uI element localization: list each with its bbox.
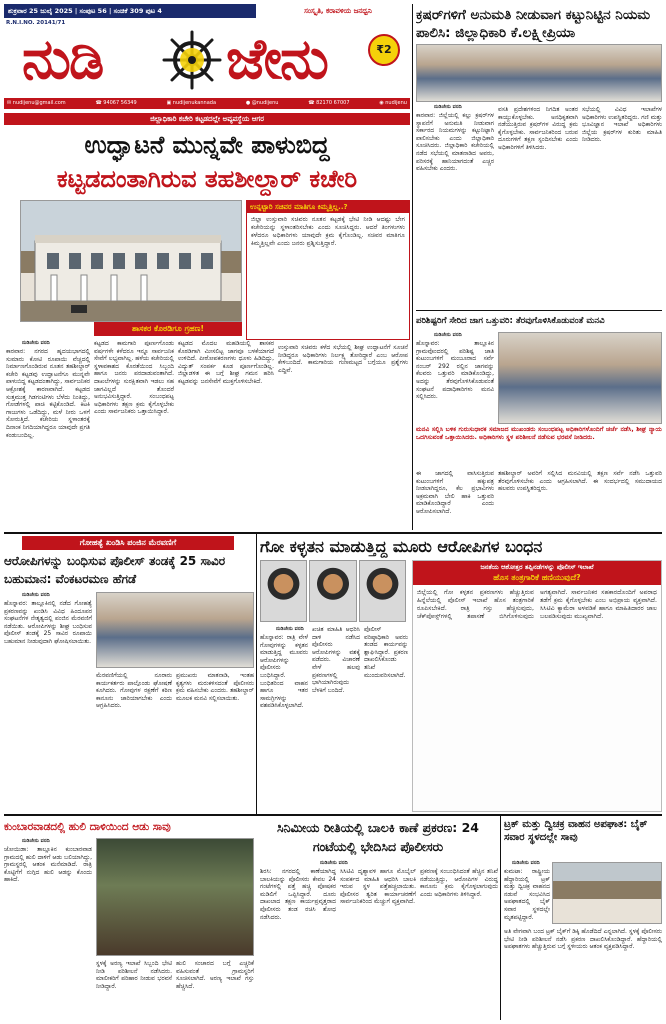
arrest-col3: ಪೊಲೀಸ್ ವರಿಷ್ಠಾಧಿಕಾರಿ ಅವರು ತಂಡದ ಕಾರ್ಯವನ್ನು ಶ್ಲಾಘಿಸಿದ್ದಾರೆ. ಪ್ರಕರಣ ದಾಖಲಿಸಿಕೊಂಡು ತನಿಖೆ ಮುಂದುವರಿಸಲಾಗಿದೆ. xyxy=(364,626,408,679)
phone-icon: ☎ xyxy=(95,100,104,106)
web-link[interactable] xyxy=(379,98,407,109)
newspaper-logo xyxy=(22,24,372,96)
accident-col1: ಕುಮಟಾ: ರಾಷ್ಟ್ರೀಯ ಹೆದ್ದಾರಿಯಲ್ಲಿ ಟ್ರಕ್ ಮತ್ತು ದ್ವಿಚಕ್ರ ವಾಹನದ ನಡುವೆ ಸಂಭವಿಸಿದ ಅಪಘಾತದಲ್ಲಿ ಬೈಕ್ ಸವಾರ ಸ್ಥಳದಲ್ಲೇ ಮೃತಪಟ್ಟಿದ್ದಾರೆ. xyxy=(504,868,550,921)
reward-headline: ಆರೋಪಿಗಳನ್ನು ಬಂಧಿಸುವ ಪೊಲೀಸ್ ತಂಡಕ್ಕೆ 25 ಸಾವಿರ ಬಹುಮಾನ: ವೆಂಕಟರಮಣ ಹೆಗಡೆ xyxy=(4,554,226,586)
right-mid-photo xyxy=(498,332,662,424)
lead-byline: ನುಡಿಜೇನು ವರದಿ xyxy=(22,340,50,346)
reward-col1: ಹೊನ್ನಾವರ: ತಾಲ್ಲೂಕಿನಲ್ಲಿ ನಡೆದ ಗೋಹತ್ಯೆ ಪ್ರಕರಣವನ್ನು ಖಂಡಿಸಿ ವಿವಿಧ ಹಿಂದೂಪರ ಸಂಘಟನೆಗಳ ನೇತೃತ್ವದಲ್ಲಿ ಪಂಜಿನ ಮೆರವಣಿಗೆ ನಡೆಯಿತು. ಆರೋಪಿಗಳನ್ನು ಶೀಘ್ರ ಬಂಧಿಸುವ ಪೊಲೀಸ್ ತಂಡಕ್ಕೆ 25 ಸಾವಿರ ರೂಪಾಯಿ ಬಹುಮಾನ ನೀಡುವುದಾಗಿ ಘೋಷಿಸಲಾಯಿತು. xyxy=(4,600,92,645)
goat-photo xyxy=(96,838,254,956)
reward-kicker: ಗೋಹತ್ಯೆ ಖಂಡಿಸಿ ಪಂಜಿನ ಮೆರವಣಿಗೆ xyxy=(22,536,234,550)
web-text: nudijenu xyxy=(385,100,407,106)
phone-icon-2: ☎ xyxy=(308,100,317,106)
right-mid-divider xyxy=(416,310,662,311)
social-link[interactable] xyxy=(166,98,216,109)
handle-link[interactable] xyxy=(246,98,279,109)
ship-wheel-icon xyxy=(162,30,222,90)
right-top-col2: ವಸತಿ ಪ್ರದೇಶಗಳಿಂದ ನಿಗದಿತ ಅಂತರ ಕಾಯ್ದುಕೊಳ್ಳಬೇಕು. ಅನಧಿಕೃತವಾಗಿ ನಡೆಯುತ್ತಿರುವ ಕ್ರಷರ್‌ಗಳ ವಿರುದ್ಧ ಕ್ರಮ ಕೈಗೊಳ್ಳಬೇಕು. ಸಾರ್ವಜನಿಕರಿಂದ ಬರುವ ದೂರುಗಳಿಗೆ ತಕ್ಷಣ ಸ್ಪಂದಿಸಬೇಕು ಎಂದು ಅಧಿಕಾರಿಗಳಿಗೆ ತಿಳಿಸಿದರು. xyxy=(498,106,578,151)
right-mid-headline: ಪರಿಶಿಷ್ಟರಿಗೆ ಸೇರಿದ ಜಾಗ ಒತ್ತುವರಿ: ತೆರವುಗೊಳಿಸಿಕೊಡುವಂತೆ ಮನವಿ xyxy=(416,316,605,326)
theft-byline: ನುಡಿಜೇನು ವರದಿ xyxy=(320,860,348,866)
lead-headline xyxy=(4,128,410,198)
tagline xyxy=(266,4,410,18)
building-illustration xyxy=(21,201,242,322)
page-divider-horizontal-2 xyxy=(256,814,662,816)
reward-col2: ಮೆರವಣಿಗೆಯಲ್ಲಿ ನೂರಾರು ಕಾರ್ಯಕರ್ತರು ಪಾಲ್ಗೊಂಡು ಘೋಷಣೆ ಕೂಗಿದರು. ಗೋವುಗಳ ರಕ್ಷಣೆಗೆ ಕಠಿಣ ಕಾನೂನು ಜಾರಿಯಾಗಬೇಕು ಎಂದು ಆಗ್ರಹಿಸಿದರು. xyxy=(96,672,172,710)
right-mid-byline: ನುಡಿಜೇನು ವರದಿ xyxy=(434,332,462,338)
page-divider-horizontal-3 xyxy=(4,814,256,816)
arrest-headline: ಗೋ ಕಳ್ಳತನ ಮಾಡುತ್ತಿದ್ದ ಮೂರು ಆರೋಪಿಗಳ ಬಂಧನ xyxy=(260,537,543,556)
lead-side-box-title xyxy=(247,201,409,213)
theft-col2: ಸಿಸಿಟಿವಿ ದೃಶ್ಯಾವಳಿ ಹಾಗೂ ಮೊಬೈಲ್ ಸಂಪರ್ಕದ ಮಾಹಿತಿ ಆಧರಿಸಿ ಬಾಲಕಿ ಇರುವ ಸ್ಥಳ ಪತ್ತೆಹಚ್ಚಲಾಯಿತು. ಪೊಲೀಸರ ತ್ವರಿತ ಕಾರ್ಯಾಚರಣೆಗೆ ಸಾರ್ವಜನಿಕರಿಂದ ಮೆಚ್ಚುಗೆ ವ್ಯಕ್ತವಾಗಿದೆ. xyxy=(340,868,416,906)
theft-col3: ಪ್ರಕರಣಕ್ಕೆ ಸಂಬಂಧಿಸಿದಂತೆ ಹೆಚ್ಚಿನ ತನಿಖೆ ನಡೆಯುತ್ತಿದ್ದು, ಆರೋಪಿಗಳ ವಿರುದ್ಧ ಕಾನೂನು ಕ್ರಮ ಕೈಗೊಳ್ಳಲಾಗುವುದು ಎಂದು ಅಧಿಕಾರಿಗಳು ತಿಳಿಸಿದ್ದಾರೆ. xyxy=(420,868,498,898)
logo-word-right: ಜೇನು xyxy=(226,27,327,92)
contact-strip xyxy=(4,98,410,109)
social-icon: ▣ xyxy=(166,100,173,106)
lead-photo-building xyxy=(20,200,242,322)
accident-headline: ಟ್ರಕ್ ಮತ್ತು ದ್ವಿಚಕ್ರ ವಾಹನ ಅಪಘಾತ: ಬೈಕ್ ಸವಾರ ಸ್ಥಳದಲ್ಲೇ ಸಾವು xyxy=(504,819,648,843)
reg-number: R.N.I.NO. 20141/71 xyxy=(6,20,66,26)
phone-link-2[interactable] xyxy=(308,98,349,109)
date-strip xyxy=(4,4,256,18)
lead-side-box-title-text: ಉನ್ನಟ್ಟಾರಿ ಸಚಿವರ ಮಾತಿಗೂ ಕಿಮ್ಮತ್ತಿಲ್ಲ..? xyxy=(250,203,348,211)
column-divider-vertical xyxy=(412,4,413,530)
right-mid-col3: ತಹಶೀಲ್ದಾರ್ ಅವರಿಗೆ ಸಲ್ಲಿಸಿದ ಮನವಿಯಲ್ಲಿ ತಕ್ಷಣ ಸರ್ವೆ ನಡೆಸಿ ಒತ್ತುವರಿ ತೆರವುಗೊಳಿಸಬೇಕು ಎಂದು ಆಗ್ರಹಿಸಲಾಗಿದೆ. ಈ ಸಂದರ್ಭದಲ್ಲಿ ಸಮುದಾಯದ ಹಲವರು ಉಪಸ್ಥಿತರಿದ್ದರು. xyxy=(498,470,662,493)
lead-headline-line2: ಕಟ್ಟಡದಂತಾಗಿರುವ ತಹಶೀಲ್ದಾರ್ ಕಚೇರಿ xyxy=(56,165,358,193)
social-text: nudijenukannada xyxy=(172,100,217,106)
tagline-text: ಸಂಸ್ಕೃತಿ, ಕರಾವಳಿಯ ಜನಧ್ವನಿ xyxy=(304,7,372,15)
lead-side-box xyxy=(246,200,410,340)
at-icon: ● xyxy=(245,100,252,106)
goat-headline: ಕುಂಬಾರವಾಡದಲ್ಲಿ ಹುಲಿ ದಾಳಿಯಿಂದ ಆಡು ಸಾವು xyxy=(4,821,171,833)
suspect-photos xyxy=(260,560,406,622)
police-box-header xyxy=(413,561,661,585)
lead-body-col1: ಕಾರವಾರ: ನಗರದ ಹೃದಯಭಾಗದಲ್ಲಿ ಸುಮಾರು ಕೋಟಿ ರೂಪಾಯಿ ವೆಚ್ಚದಲ್ಲಿ ನಿರ್ಮಾಣಗೊಂಡಿರುವ ನೂತನ ತಹಶೀಲ್ದಾರ್ ಕಚೇರಿ ಕಟ್ಟಡವು ಉದ್ಘಾಟನೆಗೂ ಮುನ್ನವೇ ಪಾಳುಬಿದ್ದ ಕಟ್ಟಡದಂತಾಗಿದ್ದು, ಸಾರ್ವಜನಿಕರ ಆಕ್ರೋಶಕ್ಕೆ ಕಾರಣವಾಗಿದೆ. ಕಟ್ಟಡದ ಸುತ್ತಮುತ್ತ ಗಿಡಗಂಟಿಗಳು ಬೆಳೆದು ನಿಂತಿದ್ದು, ಗೋಡೆಗಳಲ್ಲಿ ಪಾಚಿ ಕಟ್ಟಿಕೊಂಡಿದೆ. ಕಿಟಕಿ ಗಾಜುಗಳು ಒಡೆದಿದ್ದು, ಮಳೆ ನೀರು ಒಳಗೆ ಸೋರುತ್ತಿದೆ. ಕಚೇರಿಯ ಸ್ಥಳಾಂತರಕ್ಕೆ ದಿನಾಂಕ ನಿಗದಿಯಾಗಿದ್ದರೂ ಯಾವುದೇ ಪ್ರಗತಿ ಕಂಡುಬಂದಿಲ್ಲ. xyxy=(6,348,90,439)
right-top-col3: ಸಭೆಯಲ್ಲಿ ವಿವಿಧ ಇಲಾಖೆಗಳ ಅಧಿಕಾರಿಗಳು ಉಪಸ್ಥಿತರಿದ್ದರು. ಗಣಿ ಮತ್ತು ಭೂವಿಜ್ಞಾನ ಇಲಾಖೆ ಅಧಿಕಾರಿಗಳು ಜಿಲ್ಲೆಯ ಕ್ರಷರ್‌ಗಳ ಕುರಿತು ಮಾಹಿತಿ ನೀಡಿದರು. xyxy=(582,106,662,144)
suspect-photo-3 xyxy=(359,560,406,622)
email-link[interactable] xyxy=(7,98,66,109)
right-mid-col2: ಈ ಜಾಗದಲ್ಲಿ ವಾಸಿಸುತ್ತಿರುವ ಕುಟುಂಬಗಳಿಗೆ ಹಕ್ಕುಪತ್ರ ನೀಡಲಾಗಿದ್ದರೂ, ಕೆಲ ಪ್ರಭಾವಿಗಳು ಅಕ್ರಮವಾಗಿ ಬೇಲಿ ಹಾಕಿ ಒತ್ತುವರಿ ಮಾಡಿಕೊಂಡಿದ್ದಾರೆ ಎಂದು ಆರೋಪಿಸಲಾಗಿದೆ. xyxy=(416,470,494,515)
phone-text-1: 94067 56349 xyxy=(103,100,137,106)
goat-col2: ಸ್ಥಳಕ್ಕೆ ಅರಣ್ಯ ಇಲಾಖೆ ಸಿಬ್ಬಂದಿ ಭೇಟಿ ನೀಡಿ ಪರಿಶೀಲನೆ ನಡೆಸಿದರು. ಮಾಲೀಕರಿಗೆ ಪರಿಹಾರ ನೀಡುವ ಭರವಸೆ ನೀಡಿದ್ದಾರೆ. xyxy=(96,960,172,990)
police-box-title-line1: ಜನತೆಯ ಆಶೋತ್ತರ ತಪ್ಪಿನಡೆಗಳನ್ನು ಪೊಲೀಸ್ ಇಲಾಖೆ xyxy=(480,563,594,571)
accident-byline: ನುಡಿಜೇನು ವರದಿ xyxy=(512,860,540,866)
right-top-headline: ಕ್ರಷರ್‌ಗಳಿಗೆ ಅನುಮತಿ ನೀಡುವಾಗ ಕಟ್ಟುನಿಟ್ಟಿನ ನಿಯಮ ಪಾಲಿಸಿ: ಜಿಲ್ಲಾಧಿಕಾರಿ ಕೆ.ಲಕ್ಷ್ಮೀಪ್ರಿಯಾ xyxy=(416,7,651,41)
masthead xyxy=(4,4,410,114)
phone-text-2: 82170 67007 xyxy=(316,100,350,106)
lead-body-col2: ಕಟ್ಟಡದ ಕಾಮಗಾರಿ ಪೂರ್ಣಗೊಂಡು ವರ್ಷಗಳೇ ಕಳೆದರೂ ಇನ್ನೂ ಸಾರ್ವಜನಿಕ ಸೇವೆಗೆ ಲಭ್ಯವಾಗಿಲ್ಲ. ಹಳೆಯ ಕಚೇರಿಯಲ್ಲಿ ಸ್ಥಳಾವಕಾಶದ ಕೊರತೆಯಿಂದ ಸಿಬ್ಬಂದಿ ಹಾಗೂ ಜನರು ಪರದಾಡುವಂತಾಗಿದೆ. ದಾಖಲೆಗಳನ್ನು ಸುರಕ್ಷಿತವಾಗಿ ಇಡಲು ಸಹ ಜಾಗವಿಲ್ಲದೆ ತೊಂದರೆ ಅನುಭವಿಸುತ್ತಿದ್ದಾರೆ. ಸಂಬಂಧಪಟ್ಟ ಅಧಿಕಾರಿಗಳು ತಕ್ಷಣ ಕ್ರಮ ಕೈಗೊಳ್ಳಬೇಕು ಎಂದು ಸಾರ್ವಜನಿಕರು ಒತ್ತಾಯಿಸಿದ್ದಾರೆ. xyxy=(94,340,174,416)
accident-col2: ಅತಿ ವೇಗವಾಗಿ ಬಂದ ಟ್ರಕ್ ಬೈಕ್‌ಗೆ ಡಿಕ್ಕಿ ಹೊಡೆದಿದೆ ಎನ್ನಲಾಗಿದೆ. ಸ್ಥಳಕ್ಕೆ ಪೊಲೀಸರು ಭೇಟಿ ನೀಡಿ ಪರಿಶೀಲನೆ ನಡೆಸಿ ಪ್ರಕರಣ ದಾಖಲಿಸಿಕೊಂಡಿದ್ದಾರೆ. ಹೆದ್ದಾರಿಯಲ್ಲಿ ಅಪಘಾತಗಳು ಹೆಚ್ಚುತ್ತಿರುವ ಬಗ್ಗೆ ಸ್ಥಳೀಯರು ಆತಂಕ ವ್ಯಕ್ತಪಡಿಸಿದ್ದಾರೆ. xyxy=(504,928,662,951)
theft-col1: ಶಿರಸಿ: ನಗರದಲ್ಲಿ ಕಾಣೆಯಾಗಿದ್ದ ಬಾಲಕಿಯನ್ನು ಪೊಲೀಸರು ಕೇವಲ 24 ಗಂಟೆಗಳಲ್ಲಿ ಪತ್ತೆ ಹಚ್ಚಿ ಪೋಷಕರ ಮಡಿಲಿಗೆ ಒಪ್ಪಿಸಿದ್ದಾರೆ. ದೂರು ದಾಖಲಾದ ತಕ್ಷಣ ಕಾರ್ಯಪ್ರವೃತ್ತರಾದ ಪೊಲೀಸರು ತಂಡ ರಚಿಸಿ ಶೋಧ ನಡೆಸಿದರು. xyxy=(260,868,336,921)
arrest-byline: ನುಡಿಜೇನು ವರದಿ xyxy=(276,626,304,632)
lead-photo-caption xyxy=(94,322,242,336)
accident-photo xyxy=(552,862,662,924)
web-icon: ◉ xyxy=(379,100,386,106)
price-badge xyxy=(368,34,400,66)
reward-photo-procession xyxy=(96,592,254,668)
suspect-photo-1 xyxy=(260,560,307,622)
lead-side-box-body: ಜಿಲ್ಲಾ ಉಸ್ತುವಾರಿ ಸಚಿವರು ನೂತನ ಕಟ್ಟಡಕ್ಕೆ ಭೇಟಿ ನೀಡಿ ಆದಷ್ಟು ಬೇಗ ಕಚೇರಿಯನ್ನು ಸ್ಥಳಾಂತರಿಸಬೇಕು ಎಂದು ಸೂಚಿಸಿದ್ದರು. ಆದರೆ ತಿಂಗಳುಗಳು ಕಳೆದರೂ ಅಧಿಕಾರಿಗಳು ಯಾವುದೇ ಕ್ರಮ ಕೈಗೊಂಡಿಲ್ಲ. ಸಚಿವರ ಮಾತಿಗೂ ಕಿಮ್ಮತ್ತಿಲ್ಲವೇ ಎಂದು ಜನರು ಪ್ರಶ್ನಿಸುತ್ತಿದ್ದಾರೆ. xyxy=(251,216,405,247)
mail-icon: ✉ xyxy=(7,100,13,106)
police-strategy-box xyxy=(412,560,662,812)
arrest-col1: ಹೊನ್ನಾವರ: ರಾತ್ರಿ ವೇಳೆ ಗೋವುಗಳನ್ನು ಕಳ್ಳತನ ಮಾಡುತ್ತಿದ್ದ ಮೂವರು ಆರೋಪಿಗಳನ್ನು ಪೊಲೀಸರು ಬಂಧಿಸಿದ್ದಾರೆ. ಬಂಧಿತರಿಂದ ವಾಹನ ಹಾಗೂ ಇತರ ಸಾಮಗ್ರಿಗಳನ್ನು ವಶಪಡಿಸಿಕೊಳ್ಳಲಾಗಿದೆ. xyxy=(260,634,308,710)
date-issue-text: ಶುಕ್ರವಾರ 25 ಜುಲೈ 2025 | ಸಂಪುಟ 56 | ಸಂಚಿಕೆ 309 ಪುಟ 4 xyxy=(8,7,162,15)
lead-kicker-bar xyxy=(4,113,410,125)
price-text: ₹2 xyxy=(376,43,392,56)
right-mid-highlight: ಮನವಿ ಸಲ್ಲಿಸಿ ಬಳಿಕ ಗುರುಸುಧಾರಕ ಸಮಾಜದ ಮುಖಂಡರು ಸಂಬಂಧಪಟ್ಟ ಅಧಿಕಾರಿಗಳೊಂದಿಗೆ ಚರ್ಚೆ ನಡೆಸಿ, ಶೀಘ್ರ ನ್ಯಾಯ ಒದಗಿಸುವಂತೆ ಒತ್ತಾಯಿಸಿದರು. ಅಧಿಕಾರಿಗಳು ಸ್ಥಳ ಪರಿಶೀಲನೆ ನಡೆಸುವ ಭರವಸೆ ನೀಡಿದರು. xyxy=(416,426,662,441)
suspect-photo-2 xyxy=(309,560,356,622)
phone-link-1[interactable] xyxy=(95,98,136,109)
theft-headline: ಸಿನಿಮೀಯ ರೀತಿಯಲ್ಲಿ ಬಾಲಕಿ ಕಾಣೆ ಪ್ರಕರಣ: 24 ಗಂಟೆಯಲ್ಲಿ ಭೇದಿಸಿದ ಪೊಲೀಸರು xyxy=(276,820,480,854)
page-divider-horizontal-1 xyxy=(4,532,662,534)
goat-byline: ನುಡಿಜೇನು ವರದಿ xyxy=(22,838,50,844)
goat-col1: ಜೋಯಿಡಾ: ತಾಲ್ಲೂಕಿನ ಕುಂಬಾರವಾಡ ಗ್ರಾಮದಲ್ಲಿ ಹುಲಿ ದಾಳಿಗೆ ಆಡು ಬಲಿಯಾಗಿದ್ದು, ಗ್ರಾಮಸ್ಥರಲ್ಲಿ ಆತಂಕ ಮನೆಮಾಡಿದೆ. ರಾತ್ರಿ ಕೊಟ್ಟಿಗೆಗೆ ನುಗ್ಗಿದ ಹುಲಿ ಆಡನ್ನು ಕೊಂದು ಹಾಕಿದೆ. xyxy=(4,846,92,884)
email-text: nudijenu@gmail.com xyxy=(12,100,66,106)
arrest-col2: ಖಚಿತ ಮಾಹಿತಿ ಆಧರಿಸಿ ದಾಳಿ ನಡೆಸಿದ ಪೊಲೀಸರು ಆರೋಪಿಗಳನ್ನು ವಶಕ್ಕೆ ಪಡೆದರು. ವಿಚಾರಣೆ ವೇಳೆ ಹಲವು ಪ್ರಕರಣಗಳಲ್ಲಿ ಭಾಗಿಯಾಗಿರುವುದು ಬೆಳಕಿಗೆ ಬಂದಿದೆ. xyxy=(312,626,360,694)
lead-kicker-text: ಜಿಲ್ಲಾಧಿಕಾರಿ ಕಚೇರಿ ಕಟ್ಟಡದಲ್ಲೇ ಅವ್ಯವಸ್ಥೆಯ ಆಗರ xyxy=(150,115,264,123)
logo-word-left: ನುಡಿ xyxy=(22,27,103,92)
lead-body-col4: ಉಸ್ತುವಾರಿ ಸಚಿವರು ಕಳೆದ ಸಭೆಯಲ್ಲಿ ಶೀಘ್ರ ಉದ್ಘಾಟನೆಗೆ ಸೂಚನೆ ನೀಡಿದ್ದರೂ ಅಧಿಕಾರಿಗಳು ನಿರ್ಲಕ್ಷ್ಯ ತೋರಿದ್ದಾರೆ ಎಂಬ ಆರೋಪ ಕೇಳಿಬಂದಿದೆ. ಕಾಮಗಾರಿಯ ಗುಣಮಟ್ಟದ ಬಗ್ಗೆಯೂ ಪ್ರಶ್ನೆಗಳು ಎದ್ದಿವೆ. xyxy=(278,344,408,374)
right-top-photo-meeting xyxy=(416,44,662,102)
column-divider-lower xyxy=(256,534,257,814)
reward-col3: ಪ್ರಮುಖರು ಮಾತನಾಡಿ, ಇಂತಹ ಕೃತ್ಯಗಳು ಮರುಕಳಿಸದಂತೆ ಪೊಲೀಸರು ಕ್ರಮ ವಹಿಸಬೇಕು ಎಂದರು. ತಹಶೀಲ್ದಾರ್ ಮೂಲಕ ಮನವಿ ಸಲ್ಲಿಸಲಾಯಿತು. xyxy=(176,672,254,702)
goat-col3: ಹುಲಿ ಸಂಚಾರದ ಬಗ್ಗೆ ಎಚ್ಚರಿಕೆ ವಹಿಸುವಂತೆ ಗ್ರಾಮಸ್ಥರಿಗೆ ಸೂಚಿಸಲಾಗಿದೆ. ಅರಣ್ಯ ಇಲಾಖೆ ಗಸ್ತು ಹೆಚ್ಚಿಸಿದೆ. xyxy=(176,960,254,990)
handle-text: @nudijenu xyxy=(251,100,279,106)
right-top-byline: ನುಡಿಜೇನು ವರದಿ xyxy=(434,104,462,110)
column-divider-bottom xyxy=(500,816,501,1020)
police-box-body: ಜಿಲ್ಲೆಯಲ್ಲಿ ಗೋ ಕಳ್ಳತನ ಪ್ರಕರಣಗಳು ಹೆಚ್ಚುತ್ತಿರುವ ಹಿನ್ನೆಲೆಯಲ್ಲಿ ಪೊಲೀಸ್ ಇಲಾಖೆ ಹೊಸ ತಂತ್ರಗಾರಿಕೆ ರೂಪಿಸಬೇಕಿದೆ. ರಾತ್ರಿ ಗಸ್ತು ಹೆಚ್ಚಿಸುವುದು, ಚೆಕ್‌ಪೋಸ್ಟ್‌ಗಳಲ್ಲಿ ತಪಾಸಣೆ ಬಿಗಿಗೊಳಿಸುವುದು ಅಗತ್ಯವಾಗಿದೆ. ಸಾರ್ವಜನಿಕರ ಸಹಕಾರದೊಂದಿಗೆ ಅಪರಾಧ ತಡೆಗೆ ಕ್ರಮ ಕೈಗೊಳ್ಳಬೇಕು ಎಂಬ ಅಭಿಪ್ರಾಯ ವ್ಯಕ್ತವಾಗಿದೆ. ಸಿಸಿಟಿವಿ ಕ್ಯಾಮೆರಾ ಅಳವಡಿಕೆ ಹಾಗೂ ಮಾಹಿತಿದಾರರ ಜಾಲ ಬಲಪಡಿಸುವುದು ಮುಖ್ಯವಾಗಿದೆ. xyxy=(417,589,657,620)
police-box-title-line2: ಹೊಸ ತಂತ್ರಗಾರಿಕೆ ಹಣಿಯುವುದೆ? xyxy=(493,573,581,582)
lead-photo-caption-text: ಶಾಸಕರ ಕೊಠಡಿಗೂ ಗ್ರಹಣ! xyxy=(131,324,205,333)
right-top-col1: ಕಾರವಾರ: ಜಿಲ್ಲೆಯಲ್ಲಿ ಕಲ್ಲು ಕ್ರಷರ್‌ಗಳ ಸ್ಥಾಪನೆಗೆ ಅನುಮತಿ ನೀಡುವಾಗ ಸರ್ಕಾರದ ನಿಯಮಗಳನ್ನು ಕಟ್ಟುನಿಟ್ಟಾಗಿ ಪಾಲಿಸಬೇಕು ಎಂದು ಜಿಲ್ಲಾಧಿಕಾರಿ ಸೂಚಿಸಿದರು. ಜಿಲ್ಲಾಧಿಕಾರಿ ಕಚೇರಿಯಲ್ಲಿ ನಡೆದ ಸಭೆಯಲ್ಲಿ ಮಾತನಾಡಿದ ಅವರು, ಪರಿಸರಕ್ಕೆ ಹಾನಿಯಾಗದಂತೆ ಎಚ್ಚರ ವಹಿಸಬೇಕು ಎಂದರು. xyxy=(416,112,494,173)
lead-body-col3: ಕಟ್ಟಡದ ಮೊದಲ ಮಹಡಿಯಲ್ಲಿ ಶಾಸಕರ ಕೊಠಡಿಗಾಗಿ ಮೀಸಲಿಟ್ಟ ಜಾಗವೂ ಬಳಕೆಯಾಗದೆ ಉಳಿದಿದೆ. ಪೀಠೋಪಕರಣಗಳು ಧೂಳು ಹಿಡಿದಿದ್ದು, ವಿದ್ಯುತ್ ಸಂಪರ್ಕ ಕೂಡ ಪೂರ್ಣಗೊಂಡಿಲ್ಲ. ಜಿಲ್ಲಾಡಳಿತ ಈ ಬಗ್ಗೆ ಶೀಘ್ರ ಗಮನ ಹರಿಸಿ ಕಟ್ಟಡವನ್ನು ಜನಸೇವೆಗೆ ಮುಕ್ತಗೊಳಿಸಬೇಕಿದೆ. xyxy=(178,340,274,385)
reward-byline: ನುಡಿಜೇನು ವರದಿ xyxy=(22,592,50,598)
right-mid-col1: ಹೊನ್ನಾವರ: ತಾಲ್ಲೂಕಿನ ಗ್ರಾಮವೊಂದರಲ್ಲಿ ಪರಿಶಿಷ್ಟ ಜಾತಿ ಕುಟುಂಬಗಳಿಗೆ ಮಂಜೂರಾದ ಸರ್ವೆ ನಂಬರ್ 292 ರಲ್ಲಿನ ಜಾಗವನ್ನು ಕೆಲವರು ಒತ್ತುವರಿ ಮಾಡಿಕೊಂಡಿದ್ದು, ಅದನ್ನು ತೆರವುಗೊಳಿಸಿಕೊಡುವಂತೆ ಸಂಘಟನೆ ಪದಾಧಿಕಾರಿಗಳು ಮನವಿ ಸಲ್ಲಿಸಿದರು. xyxy=(416,340,494,401)
lead-headline-line1: ಉದ್ಘಾಟನೆ ಮುನ್ನವೇ ಪಾಳುಬಿದ್ದ xyxy=(84,131,330,159)
